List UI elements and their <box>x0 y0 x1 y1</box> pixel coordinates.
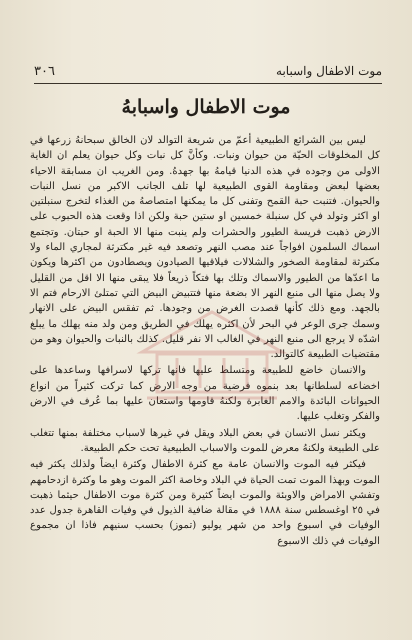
article-title: موت الاطفال واسبابهُ <box>121 96 291 118</box>
paragraph-2: والانسان خاضع للطبيعة ومتسلط عليها فانها تركها لاسرافها وساعدها على اخضاعه لسلطانها بعد بنموه فرضية من وجه الارض كما تركت كثيراً من انواع الحيوانات البائدة والامم الغابرة ولكنهُ قاومها واستعان عليها بما عُرف في الارض والفكر وتغلب عليها. <box>30 365 380 423</box>
paragraph-1: ليس بين الشرائع الطبيعية أعمّ من شريعة التوالد لان الخالق سبحانهُ زرعها في كل المخلوقات الحيّة من حيوان ونبات. وكأنَّ كل نبات وكل حيوان يعلم ان الغاية الاولى من وجوده في هذه الدنيا قيامهُ بها جهدهُ. ومن الغريب ان مسابقة الاحياء بعضها لبعض ومقاومة القوى الطبيعية لها تلف الجانب الاكبر من نسل النبات والحيوان. فتنبت حبة القمح وتفنى كل ما يمكنها امتصاصهُ من الغذاء لتخرج سنبلتين او اكثر وتولد في كل سنبلة خمسين او ستين حبة ولكن اذا وقعت هذه الحبوب على الارض ذهبت فريسة الطيور والحشرات ولم ينبت منها الا الحبة او حبتان. وتجتمع اسماك السلمون افواجاً عند مصب النهر وتصعد فيه غير مكترثة لمجاري الماء ولا مكترثة لمقاومة الصخور والشلالات فيلاقيها الصيادون ويصطادون من اكثرها ويكون ما اعدّها من الطيور والاسماك وتلك بها فتكاً ذريعاً فلا يبقى منها الا اقل من القليل ولا يصل منها الى منبع النهر الا بضعة منها فتتبيض البيض التي تمتلئ الارحام فتم الا بالجهد. ومع ذلك كأنها قصدت الغرض من وجودها. ثم تفقس البيض على الانهار وسمك جرى الوعر في البحر لأن اكثره يهلك في الطريق ومن ولد منه يهلك ما يبلغ اشدّه لا يرجع الى منبع النهر في الغالب الا نفر قليل. كذلك بالنبات والحيوان وهو من مقتضيات الطبيعة كالتوالد. <box>30 135 380 361</box>
running-head <box>34 62 382 84</box>
article-body <box>30 133 380 549</box>
running-head-title: موت الاطفال واسبابه <box>276 64 382 78</box>
paragraph-3: ويكثر نسل الانسان في بعض البلاد ويقل في غيرها لاسباب مختلفة بمنها تتغلب على الطبيعة ولكنهُ معرض للموت والاسباب الطبيعية تحت حكم الطبيعة. <box>30 427 380 454</box>
page-number: ٣٠٦ <box>34 63 55 79</box>
paragraph-4: فيكثر فيه الموت والانسان عامة مع كثرة الاطفال وكثرة ايضاً ولذلك يكثر فيه الموت وبهذا الموت تمت الحياة في البلاد وخاصة اكثر الموت وهو ما وكثرة ازدحامهم وتفشي الامراض والاوبئة والموت ايضاً كثيرة ومن كثرة موت الاطفال حيثما ذهبت في ٢٥ اوغسطس سنة ١٨٨٨ في مقالة ضافية الذيول في وفيات القاهرة جدول عدد الوفيات في اسبوع واحد من شهر يوليو (تموز) بحسب سنيهم فاذا ان مجموع الوفيات في ذلك الاسبوع <box>30 459 380 547</box>
